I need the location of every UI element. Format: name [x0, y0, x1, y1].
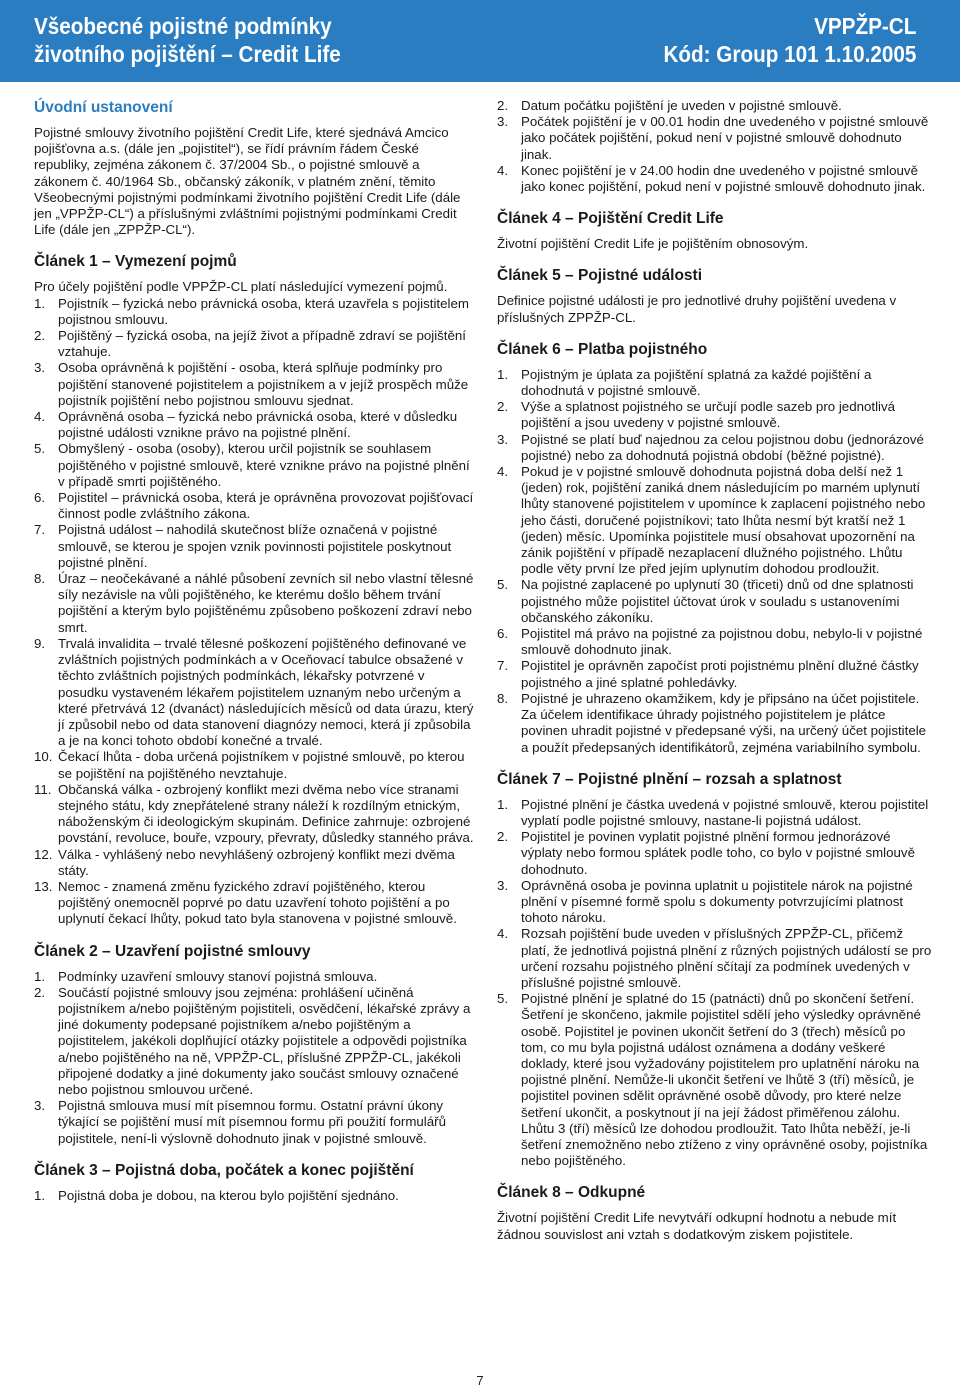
item-text: Pojistné plnění je splatné do 15 (patnácti) dnů po skončení šetření. Šetření je skončeno, jakmile pojistitel sdělí jeho výsledky oprávněné osobě. Pojistitel je povinen ukončit šetření do 3 (třech) měsíců po tom, co mu byla pojistná událost oznámena a dodány veškeré doklady, které jsou vyžadovány pojistitelem pro uplatnění nároku na pojistné plnění. Nemůže-li ukončit šetření ve lhůtě 3 (tří) měsíců, je pojistitel povinen sdělit oprávněné osobě důvody, pro které nelze šetření ukončit, a poskytnout jí na její žádost přiměřenou zálohu. Lhůtu 3 (tří) měsíců lze dohodou prodloužit. Tato lhůta neběží, je-li šetření znemožněno nebo ztíženo z viny oprávněné osoby, pojistníka nebo pojištěného. [521, 991, 928, 1169]
item-text: Na pojistné zaplacené po uplynutí 30 (třiceti) dnů od dne splatnosti pojistného může pojistitel účtovat úrok v souladu s ustanoveními občanského zákoníku. [521, 577, 914, 625]
section-article-7 [497, 770, 933, 1170]
item-number: 2. [34, 328, 46, 344]
document-title [34, 12, 341, 68]
article-1-heading: Článek 1 – Vymezení pojmů [34, 253, 237, 271]
article-2-list [34, 969, 474, 1147]
article-6-heading: Článek 6 – Platba pojistného [497, 340, 708, 358]
article-1-intro: Pro účely pojištění podle VPPŽP-CL platí následující vymezení pojmů. [34, 279, 448, 295]
page-header [0, 0, 960, 82]
list-item [34, 636, 474, 749]
item-text: Pojistné je uhrazeno okamžikem, kdy je připsáno na účet pojistitele. Za účelem identifikace úhrady pojistného pojistitelem je plátce povinen uhradit pojistné v předepsané výši, na určený účet pojistitele a použít předepsaných identifikátorů, zejména variabilního symbolu. [521, 690, 927, 755]
item-text: Občanská válka - ozbrojený konflikt mezi dvěma nebo více stranami stejného státu, kdy znepřátelené strany náleží k rozdílným etnickým, náboženským či ideologickým skupinám. Definice zahrnuje: ozbrojené povstání, revoluce, bouře, vzpoury, převraty, důsledky stanného práva. [58, 781, 474, 846]
list-item [34, 782, 474, 847]
item-text: Výše a splatnost pojistného se určují podle sazeb pro jednotlivá pojištění a jsou uvedeny v pojistné smlouvě. [521, 399, 896, 431]
item-text: Pojistným je úplata za pojištění splatná za každé pojištění a dohodnutá v pojistné smlouvě. [521, 366, 872, 399]
item-text: Oprávněná osoba je povinna uplatnit u pojistitele nárok na pojistné plnění v písemné formě spolu s dokumenty potvrzujícími platnost tohoto nároku. [521, 877, 913, 926]
item-number: 5. [497, 577, 509, 593]
item-text: Datum počátku pojištění je uveden v pojistné smlouvě. [521, 98, 842, 113]
list-item [497, 797, 933, 829]
list-item [34, 879, 474, 928]
intro-text: Pojistné smlouvy životního pojištění Credit Life, které sjednává Amcico pojišťovna a.s. (dále jen „pojistitel“), se řídí právním řádem České republiky, zejména zákonem č. 37/2004 Sb., o pojistné smlouvě a zákonem č. 40/1964 Sb., občanský zákoník, v platném znění, těmito Všeobecnými pojistnými podmínkami životního pojištění Credit Life (dále jen „VPPŽP-CL“) a příslušnými zvláštními pojistnými podmínkami Credit Life (dále jen „ZPPŽP-CL“). [34, 125, 461, 238]
page-number: 7 [476, 1373, 484, 1388]
item-text: Obmyšlený - osoba (osoby), kterou určil pojistník se souhlasem pojištěného v pojistné smlouvě, které vznikne právo na pojistné plnění v případě smrti pojištěného. [58, 441, 470, 489]
item-text: Pojistná událost – nahodilá skutečnost blíže označená v pojistné smlouvě, se kterou je spojen vznik povinnosti pojistitele poskytnout pojistné plnění. [58, 522, 452, 570]
list-item [34, 522, 474, 571]
item-text: Pojistitel je povinen vyplatit pojistné plnění formou jednorázové výplaty nebo formou splátek podle toho, co bylo v pojistné smlouvě dohodnuto. [521, 829, 915, 877]
item-number: 4. [497, 162, 509, 178]
item-number: 13. [34, 878, 53, 894]
item-text: Nemoc - znamená změnu fyzického zdraví pojištěného, kterou pojištěný onemocněl poprvé po datu uzavření tohoto pojištění a po uplynutí čekací lhůty, pokud tato byla stanovena v pojistné smlouvě. [58, 878, 457, 927]
item-number: 3. [497, 114, 509, 130]
section-article-1 [34, 252, 474, 927]
code-line-2: Kód: Group 101 1.10.2005 [663, 41, 916, 67]
list-item [497, 163, 933, 195]
item-number: 5. [34, 441, 46, 457]
item-text: Pojistitel je oprávněn započíst proti pojistnému plnění dlužné částky pojistného a jiné splatné pohledávky. [521, 658, 919, 690]
item-text: Trvalá invalidita – trvalé tělesné poškození pojištěného definované ve zvláštních pojistných podmínkách a v Oceňovací tabulce obsažené v těchto zvláštních pojistných podmínkách, lékařsky potvrzené v posudku vystaveném lékařem pojistitelem uznaným nebo určeným a které přetrvává 12 (dvanáct) následujících měsíců od data úrazu, který jí způsobil nebo od data stanovení diagnózy nemoci, která jí způsobila a je na konci tohoto období konečné a trvalé. [58, 635, 474, 749]
item-text: Osoba oprávněná k pojištění - osoba, která splňuje podmínky pro pojištění stanovené pojistitelem a pojistníkem a v jejíž prospěch může pojistník pojištění nebo pojistnou smlouvu sjednat. [58, 360, 469, 408]
item-number: 8. [497, 690, 509, 706]
section-article-2 [34, 942, 474, 1147]
item-text: Pojistitel má právo na pojistné za pojistnou dobu, nebylo-li v pojistné smlouvě dohodnuto jinak. [521, 626, 923, 658]
list-item [497, 991, 933, 1169]
item-text: Pojistná doba je dobou, na kterou bylo pojištění sjednáno. [58, 1187, 399, 1203]
item-text: Válka - vyhlášený nebo nevyhlášený ozbrojený konflikt mezi dvěma státy. [58, 846, 455, 878]
section-intro [34, 98, 474, 238]
item-number: 3. [497, 877, 509, 893]
item-text: Pojistitel – právnická osoba, která je oprávněna provozovat pojišťovací činnost podle zvláštního zákona. [58, 490, 474, 522]
item-number: 1. [497, 796, 509, 812]
item-text: Rozsah pojištění bude uveden v příslušných ZPPŽP-CL, přičemž platí, že jednotlivá pojistná plnění z různých pojistných událostí se pro určení rozsahu pojistného plnění sčítají za podmínek uvedených v příslušné pojistné smlouvě. [521, 926, 932, 990]
item-number: 3. [34, 1098, 46, 1114]
item-number: 12. [34, 846, 53, 862]
article-4-heading: Článek 4 – Pojištění Credit Life [497, 210, 724, 228]
list-item [34, 328, 474, 360]
item-text: Pojistné plnění je částka uvedená v pojistné smlouvě, kterou pojistitel vyplatí podle pojistné smlouvy, nastane-li pojistná událost. [521, 796, 929, 828]
list-item [34, 490, 474, 522]
article-5-heading: Článek 5 – Pojistné události [497, 267, 703, 285]
article-3-heading: Článek 3 – Pojistná doba, počátek a konec pojištění [34, 1161, 414, 1179]
article-5-text: Definice pojistné události je pro jednotlivé druhy pojištění uvedena v příslušných ZPPŽP-CL. [497, 293, 897, 325]
item-text: Pokud je v pojistné smlouvě dohodnuta pojistná doba delší než 1 (jeden) rok, pojištění zaniká dnem následujícím po marném uplynutí lhůty stanovené pojistitelem v upomínce k zaplacení pojistného nebo jeho části, doručené pojistníkovi; tato lhůta nesmí být kratší než 1 (jeden) měsíc. Upomínka pojistitele musí obsahovat upozornění na zánik pojištění v případě nezaplacení dlužného pojistného. Lhůtu podle věty první lze před jejím uplynutím dohodou prodloužit. [521, 464, 926, 577]
list-item [497, 399, 933, 431]
item-number: 2. [497, 98, 509, 113]
list-item [34, 985, 474, 1098]
list-item [497, 98, 933, 114]
list-item [497, 464, 933, 577]
title-line-1: Všeobecné pojistné podmínky [34, 13, 332, 39]
item-text: Konec pojištění je v 24.00 hodin dne uvedeného v pojistné smlouvě jako konec pojištění, pokud není v pojistné smlouvě dohodnuto jinak. [521, 162, 926, 195]
list-item [497, 367, 933, 399]
article-8-heading: Článek 8 – Odkupné [497, 1184, 646, 1202]
article-7-list [497, 797, 933, 1170]
item-number: 1. [34, 295, 46, 311]
item-text: Pojistník – fyzická nebo právnická osoba, která uzavřela s pojistitelem pojistnou smlouvu. [58, 295, 469, 327]
list-item [34, 1098, 474, 1147]
list-item [34, 749, 474, 781]
item-number: 6. [34, 490, 46, 506]
item-number: 8. [34, 571, 46, 587]
list-item [497, 577, 933, 626]
list-item [34, 360, 474, 409]
item-number: 3. [34, 360, 46, 376]
item-number: 2. [34, 984, 46, 1000]
item-number: 10. [34, 749, 53, 765]
article-3-list-left [34, 1188, 474, 1204]
item-number: 1. [497, 366, 509, 382]
item-number: 2. [497, 829, 509, 845]
item-text: Oprávněná osoba – fyzická nebo právnická osoba, které v důsledku pojistné události vznikne právo na pojistné plnění. [58, 409, 458, 441]
item-number: 7. [34, 522, 46, 538]
item-number: 9. [34, 635, 46, 651]
section-article-8 [497, 1183, 933, 1242]
item-number: 4. [34, 409, 46, 425]
article-2-heading: Článek 2 – Uzavření pojistné smlouvy [34, 942, 311, 960]
article-7-heading: Článek 7 – Pojistné plnění – rozsah a splatnost [497, 770, 842, 788]
item-number: 4. [497, 926, 509, 942]
article-8-text: Životní pojištění Credit Life nevytváří odkupní hodnotu a nebude mít žádnou souvislost ani vztah s dodatkovým ziskem pojistitele. [497, 1210, 897, 1242]
list-item [34, 409, 474, 441]
right-column [497, 98, 933, 1243]
list-item [34, 847, 474, 879]
item-number: 5. [497, 991, 509, 1007]
item-text: Pojistná smlouva musí mít písemnou formu. Ostatní právní úkony týkající se pojištění musí mít písemnou formu při použití formulářů pojistitele, není-li výslovně dohodnuto jinak v pojistné smlouvě. [58, 1098, 446, 1146]
item-text: Počátek pojištění je v 00.01 hodin dne uvedeného v pojistné smlouvě jako počátek pojištění, pokud není v pojistné smlouvě dohodnuto jinak. [521, 114, 929, 162]
list-item [497, 114, 933, 163]
item-text: Součástí pojistné smlouvy jsou zejména: prohlášení učiněná pojistníkem a/nebo pojištěným pojistiteli, osvědčení, lékařské zprávy a jiné dokumenty podepsané pojistníkem a/nebo pojištěným a pojistitelem, jakékoli doplňující otázky pojistitele a odpovědi pojistníka a/nebo pojištěného na ně, VPPŽP-CL, příslušné ZPPŽP-CL, jakékoli připojené dodatky a jiné dokumenty jako součást smlouvy označené nebo pojistnou smlouvou určené. [58, 984, 471, 1097]
article-4-text: Životní pojištění Credit Life je pojištěním obnosovým. [497, 236, 809, 252]
list-item [34, 571, 474, 636]
article-6-list [497, 367, 933, 756]
list-item [497, 626, 933, 658]
list-item [497, 432, 933, 464]
list-item [34, 296, 474, 328]
title-line-2: životního pojištění – Credit Life [34, 41, 341, 67]
document-code [663, 12, 916, 68]
item-text: Pojištěný – fyzická osoba, na jejíž život a případně zdraví se pojištění vztahuje. [58, 328, 466, 360]
item-text: Čekací lhůta - doba určená pojistníkem v pojistné smlouvě, po kterou se pojištění na pojištěného nevztahuje. [58, 749, 465, 781]
section-article-5 [497, 266, 933, 325]
item-number: 1. [34, 968, 46, 984]
list-item [34, 969, 474, 985]
item-number: 11. [34, 781, 52, 797]
list-item [497, 829, 933, 878]
item-text: Úraz – neočekávané a náhlé působení zevních sil nebo vlastní tělesné síly nezávisle na vůli pojištěného, ke kterému došlo během trvání pojištění a kterým bylo pojištěnému způsobeno poškození zdraví nebo smrt. [58, 571, 474, 635]
item-number: 1. [34, 1187, 46, 1203]
item-number: 2. [497, 399, 509, 415]
item-text: Podmínky uzavření smlouvy stanoví pojistná smlouva. [58, 968, 378, 984]
left-column [34, 98, 474, 1204]
intro-heading: Úvodní ustanovení [34, 99, 173, 116]
list-item [34, 441, 474, 490]
list-item [497, 658, 933, 690]
item-text: Pojistné se platí buď najednou za celou pojistnou dobu (jednorázové pojistné) nebo za dohodnutá pojistná období (běžné pojistné). [521, 431, 924, 463]
list-item [34, 1188, 474, 1204]
item-number: 3. [497, 431, 509, 447]
section-article-3 [34, 1161, 474, 1204]
item-number: 4. [497, 464, 509, 480]
item-number: 6. [497, 626, 509, 642]
article-3-list-right [497, 98, 933, 195]
list-item [497, 926, 933, 991]
section-article-6 [497, 340, 933, 756]
code-line-1: VPPŽP-CL [813, 13, 916, 39]
list-item [497, 691, 933, 756]
section-article-4 [497, 209, 933, 252]
item-number: 7. [497, 658, 509, 674]
list-item [497, 878, 933, 927]
article-1-list [34, 296, 474, 928]
